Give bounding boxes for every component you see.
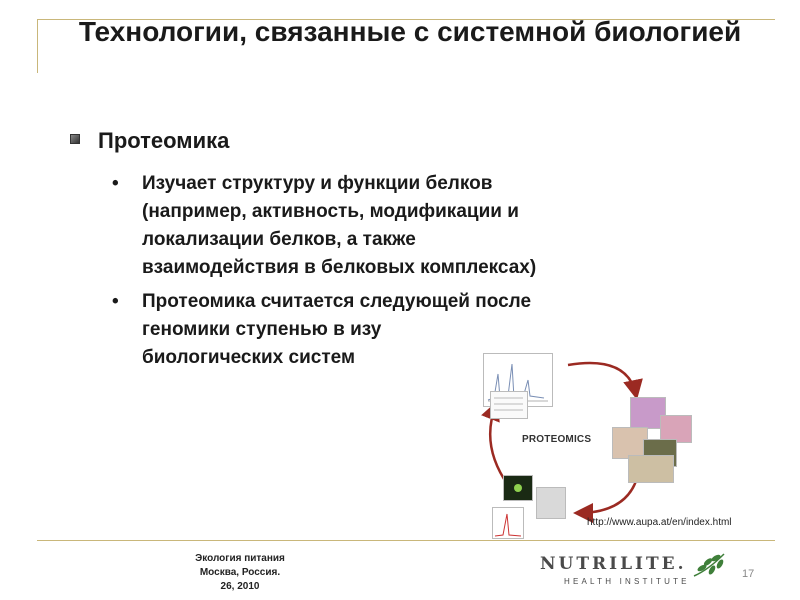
- bullet-level1: [70, 128, 229, 154]
- footer-line: Экология питания: [195, 553, 285, 564]
- footer-divider: [37, 540, 775, 541]
- cell-culture-image: [628, 455, 674, 483]
- text-line: (например, активность, модификации и: [142, 201, 519, 222]
- square-bullet-icon: [70, 134, 80, 144]
- leaf-logo-icon: [690, 550, 730, 580]
- text-line: Изучает структуру и функции белков: [142, 173, 493, 194]
- logo-brand: NUTRILITE.: [540, 554, 687, 574]
- proteomics-cycle-figure: [478, 335, 698, 540]
- footer-line: 26, 2010: [220, 581, 260, 592]
- text-line: биологических систем: [142, 347, 356, 368]
- proteomics-label: PROTEOMICS: [522, 434, 592, 445]
- frame-left-line: [37, 19, 38, 73]
- source-url[interactable]: http://www.aupa.at/en/index.html: [587, 517, 732, 528]
- sub-bullet-text: [142, 288, 531, 372]
- slide-title: Технологии, связанные с системной биологией: [78, 16, 742, 47]
- text-line: взаимодействия в белковых комплексах): [142, 257, 537, 278]
- text-line: локализации белков, а также: [142, 229, 416, 250]
- round-bullet-icon: •: [112, 291, 119, 312]
- table-thumbnail: [490, 391, 528, 419]
- sub-bullet-text: [142, 170, 536, 282]
- logo-subtitle: HEALTH INSTITUTE: [564, 577, 690, 586]
- footer-event: [170, 552, 310, 594]
- nutrilite-logo: [540, 550, 730, 590]
- bullet-level1-label: Протеомика: [98, 128, 230, 153]
- page-number: 17: [742, 568, 755, 580]
- gel-image: [536, 487, 566, 519]
- text-line: Протеомика считается следующей после: [142, 291, 532, 312]
- sub-bullet-item: [112, 170, 712, 282]
- footer-line: Москва, Россия.: [199, 567, 281, 578]
- round-bullet-icon: •: [112, 173, 119, 194]
- peak-plot-thumbnail: [492, 507, 524, 539]
- text-line: геномики ступенью в изу: [142, 319, 382, 340]
- fluorescence-image: [503, 475, 533, 501]
